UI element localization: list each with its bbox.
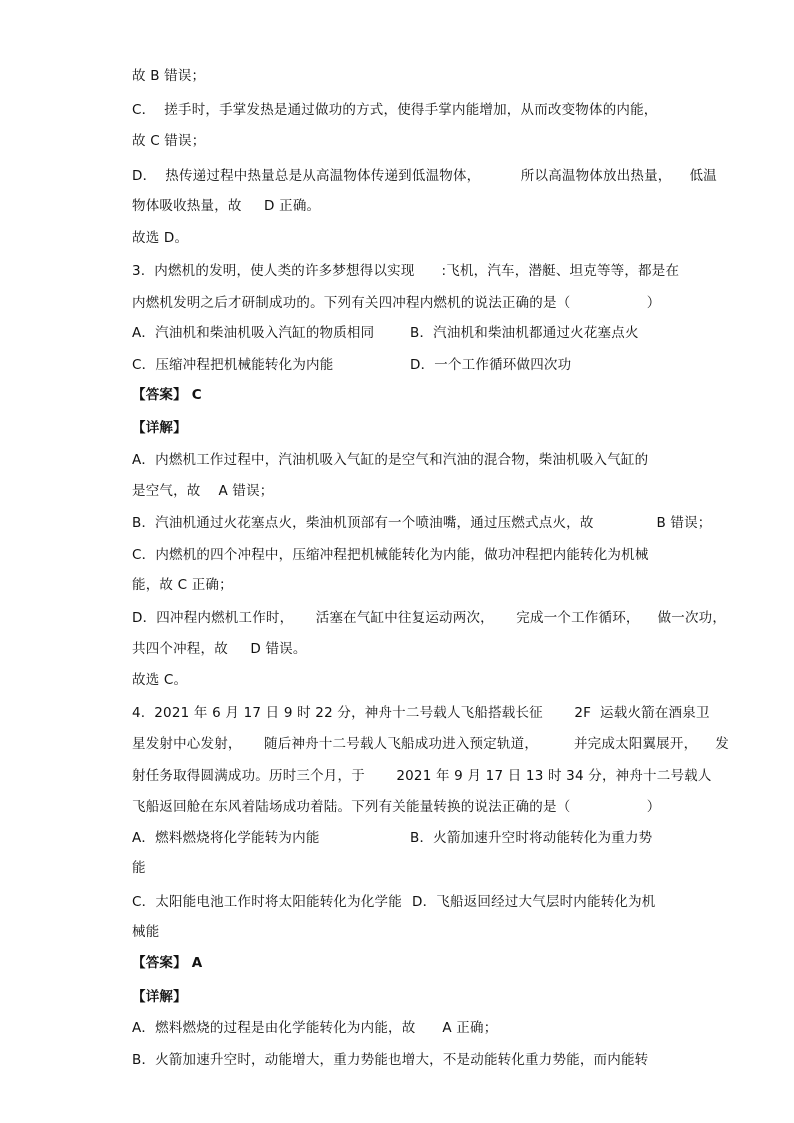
- text-line: 故选 C。: [132, 672, 188, 688]
- text-line: C． 搓手时，手掌发热是通过做功的方式，使得手掌内能增加，从而改变物体的内能，: [132, 102, 658, 118]
- text-line: 故选 D。: [132, 230, 189, 246]
- text-line: 故 C 错误；: [132, 133, 206, 149]
- question-4-stem: 星发射中心发射， 随后神舟十二号载人飞船成功进入预定轨道， 并完成太阳翼展开， 发: [132, 736, 729, 752]
- option-b: B．汽油机和柴油机都通过火花塞点火: [410, 325, 639, 341]
- text-line: A．燃料燃烧的过程是由化学能转化为内能，故 A 正确；: [132, 1020, 498, 1036]
- text-line: 共四个冲程，故 D 错误。: [132, 641, 307, 657]
- option-a: A．燃料燃烧将化学能转为内能: [132, 830, 320, 846]
- question-4-stem: 射任务取得圆满成功。历时三个月，于 2021 年 9 月 17 日 13 时 34 分，神舟十二号载人: [132, 768, 712, 784]
- text-line: 是空气，故 A 错误；: [132, 483, 274, 499]
- option-a: A．汽油机和柴油机吸入汽缸的物质相同: [132, 325, 375, 341]
- text-line: C．内燃机的四个冲程中，压缩冲程把机械能转化为内能，做功冲程把内能转化为机械: [132, 547, 649, 563]
- option-d: D．一个工作循环做四次功: [410, 357, 572, 373]
- option-d: D．飞船返回经过大气层时内能转化为机: [412, 894, 656, 910]
- explanation-label: 【详解】: [132, 989, 187, 1005]
- option-b-continued: 能: [132, 860, 146, 876]
- question-3-stem: 内燃机发明之后才研制成功的。下列有关四冲程内燃机的说法正确的是（ ）: [132, 295, 661, 311]
- text-line: 故 B 错误；: [132, 68, 206, 84]
- answer-label: 【答案】 A: [132, 955, 203, 971]
- text-line: D．四冲程内燃机工作时， 活塞在气缸中往复运动两次， 完成一个工作循环， 做一次功，: [132, 610, 727, 626]
- question-3-stem: 3. 内燃机的发明，使人类的许多梦想得以实现 :飞机，汽车，潜艇、坦克等等，都是在: [132, 263, 680, 279]
- text-line: B．火箭加速升空时，动能增大，重力势能也增大，不是动能转化重力势能，而内能转: [132, 1052, 649, 1068]
- text-line: D． 热传递过程中热量总是从高温物体传递到低温物体， 所以高温物体放出热量， 低温: [132, 168, 717, 184]
- answer-label: 【答案】 C: [132, 387, 202, 403]
- option-d-continued: 械能: [132, 924, 160, 940]
- question-4-stem: 飞船返回舱在东风着陆场成功着陆。下列有关能量转换的说法正确的是（ ）: [132, 799, 661, 815]
- explanation-label: 【详解】: [132, 420, 187, 436]
- option-b: B．火箭加速升空时将动能转化为重力势: [410, 830, 653, 846]
- text-line: 物体吸收热量，故 D 正确。: [132, 198, 321, 214]
- text-line: B．汽油机通过火花塞点火，柴油机顶部有一个喷油嘴，通过压燃式点火，故 B 错误；: [132, 515, 712, 531]
- option-c: C．压缩冲程把机械能转化为内能: [132, 357, 334, 373]
- question-4-stem: 4. 2021 年 6 月 17 日 9 时 22 分，神舟十二号载人飞船搭载长征 2F 运载火箭在酒泉卫: [132, 705, 710, 721]
- text-line: A．内燃机工作过程中，汽油机吸入气缸的是空气和汽油的混合物，柴油机吸入气缸的: [132, 452, 649, 468]
- option-c: C．太阳能电池工作时将太阳能转化为化学能: [132, 894, 402, 910]
- text-line: 能，故 C 正确；: [132, 577, 233, 593]
